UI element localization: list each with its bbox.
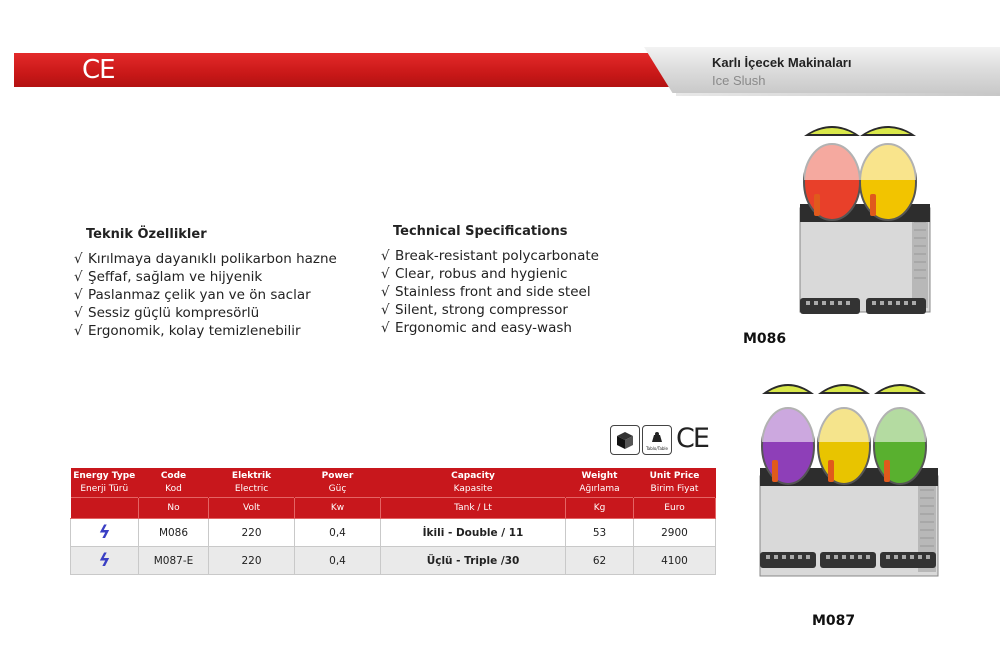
- volt-cell: 220: [209, 519, 295, 547]
- price-table: [70, 468, 716, 575]
- category-title: Karlı İçecek Makinaları: [712, 55, 852, 70]
- table-row: [71, 519, 716, 547]
- check-icon: √: [381, 266, 390, 282]
- check-icon: √: [74, 323, 83, 339]
- check-icon: √: [74, 269, 83, 285]
- header-red-band: [14, 53, 694, 87]
- check-icon: √: [381, 248, 390, 264]
- box-icon: [610, 425, 640, 455]
- table-row: [71, 547, 716, 575]
- product-image-m086: [790, 112, 940, 332]
- unit-cell: [71, 498, 139, 519]
- electric-bolt-icon: ϟ: [98, 550, 111, 571]
- col-electric: Elektrik Electric: [209, 468, 295, 498]
- capacity-cell: İkili - Double / 11: [381, 519, 566, 547]
- col-capacity: Capacity Kapasite: [381, 468, 566, 498]
- product-image-m087: [752, 372, 946, 594]
- svg-text:Tablo/Table: Tablo/Table: [645, 446, 669, 451]
- col-energy-type: Energy Type Enerji Türü: [71, 468, 139, 498]
- code-cell: M086: [139, 519, 209, 547]
- code-cell: M087-E: [139, 547, 209, 575]
- unit-cell: Tank / Lt: [381, 498, 566, 519]
- unit-cell: No: [139, 498, 209, 519]
- unit-cell: Kw: [295, 498, 381, 519]
- check-icon: √: [381, 320, 390, 336]
- price-cell: 4100: [634, 547, 716, 575]
- header-grey-tab: [644, 47, 1000, 93]
- volt-cell: 220: [209, 547, 295, 575]
- specs-list-en: [381, 247, 599, 337]
- check-icon: √: [74, 251, 83, 267]
- unit-cell: Euro: [634, 498, 716, 519]
- kw-cell: 0,4: [295, 519, 381, 547]
- kg-cell: 62: [566, 547, 634, 575]
- category-subtitle: Ice Slush: [712, 73, 766, 88]
- list-item: √ Ergonomik, kolay temizlenebilir: [74, 323, 301, 339]
- model-label-m087: M087: [812, 613, 856, 629]
- col-power: Power Güç: [295, 468, 381, 498]
- list-item: √ Stainless front and side steel: [381, 284, 591, 300]
- list-item: √ Ergonomic and easy-wash: [381, 320, 572, 336]
- energy-cell: [71, 547, 139, 575]
- specs-heading-tr: Teknik Özellikler: [86, 227, 207, 242]
- capacity-cell: Üçlü - Triple /30: [381, 547, 566, 575]
- check-icon: √: [74, 305, 83, 321]
- model-label-m086: M086: [743, 331, 787, 347]
- list-item: √ Şeffaf, sağlam ve hijyenik: [74, 269, 263, 285]
- list-item: √ Kırılmaya dayanıklı polikarbon hazne: [74, 251, 337, 267]
- price-cell: 2900: [634, 519, 716, 547]
- specs-heading-en: Technical Specifications: [393, 224, 568, 239]
- table-weight-icon: [642, 425, 672, 455]
- kw-cell: 0,4: [295, 547, 381, 575]
- specs-english: [381, 224, 599, 337]
- header-tab-shadow: [676, 93, 1000, 96]
- check-icon: √: [381, 284, 390, 300]
- list-item: √ Clear, robus and hygienic: [381, 266, 568, 282]
- energy-cell: [71, 519, 139, 547]
- col-code: Code Kod: [139, 468, 209, 498]
- list-item: √ Paslanmaz çelik yan ve ön saclar: [74, 287, 311, 303]
- kg-cell: 53: [566, 519, 634, 547]
- table-units-row: [71, 498, 716, 519]
- table-header-row: [71, 468, 716, 498]
- specs-list-tr: [74, 250, 337, 340]
- col-unit-price: Unit Price Birim Fiyat: [634, 468, 716, 498]
- check-icon: √: [381, 302, 390, 318]
- specs-turkish: [74, 227, 337, 340]
- electric-bolt-icon: ϟ: [98, 522, 111, 543]
- unit-cell: Volt: [209, 498, 295, 519]
- list-item: √ Break-resistant polycarbonate: [381, 248, 599, 264]
- ce-mark: CE: [676, 423, 708, 454]
- list-item: √ Sessiz güçlü kompresörlü: [74, 305, 260, 321]
- check-icon: √: [74, 287, 83, 303]
- list-item: √ Silent, strong compressor: [381, 302, 568, 318]
- ce-logo: CE: [82, 55, 115, 85]
- unit-cell: Kg: [566, 498, 634, 519]
- col-weight: Weight Ağırlama: [566, 468, 634, 498]
